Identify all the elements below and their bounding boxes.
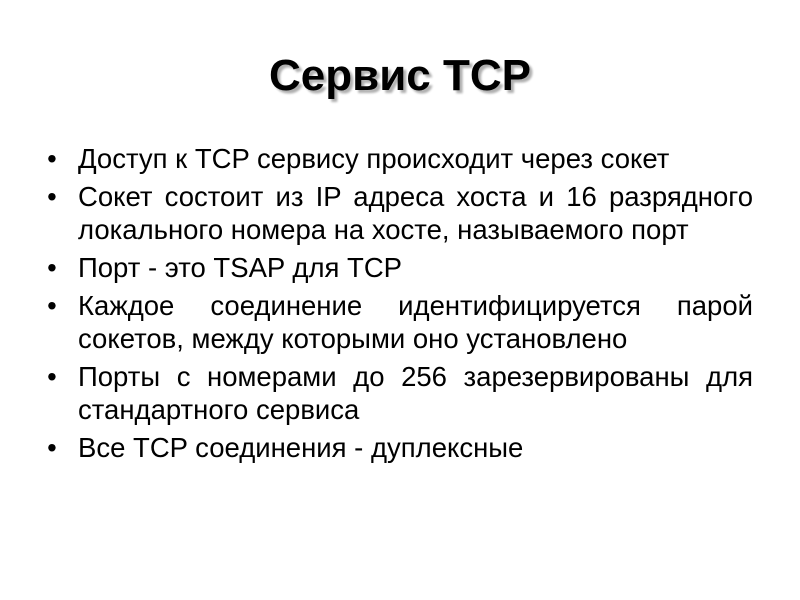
bullet-text: Порт - это TSAP для TCP [78, 252, 403, 283]
bullet-text: Каждое соединение идентифицируется парой сокетов, между которыми оно установлено [78, 290, 753, 354]
bullet-text: Порты с номерами до 256 зарезервированы для стандартного сервиса [78, 361, 753, 425]
bullet-icon: • [47, 290, 57, 321]
bullet-item [40, 360, 753, 426]
bullet-item [40, 289, 753, 355]
bullet-text: Все TCP соединения - дуплексные [78, 432, 524, 463]
bullet-item [40, 431, 753, 464]
bullet-icon: • [47, 181, 57, 212]
bullet-icon: • [47, 432, 57, 463]
bullet-item [40, 142, 753, 175]
bullet-icon: • [47, 252, 57, 283]
bullet-item [40, 251, 753, 284]
bullet-text: Доступ к TCP сервису происходит через сокет [78, 143, 670, 174]
bullet-icon: • [47, 361, 57, 392]
bullet-icon: • [47, 143, 57, 174]
bullet-text: Сокет состоит из IP адреса хоста и 16 разрядного локального номера на хосте, называемого порт [78, 181, 753, 245]
slide-title: Сервис TCP [269, 51, 531, 100]
bullet-item [40, 180, 753, 246]
bullet-list [40, 142, 753, 469]
